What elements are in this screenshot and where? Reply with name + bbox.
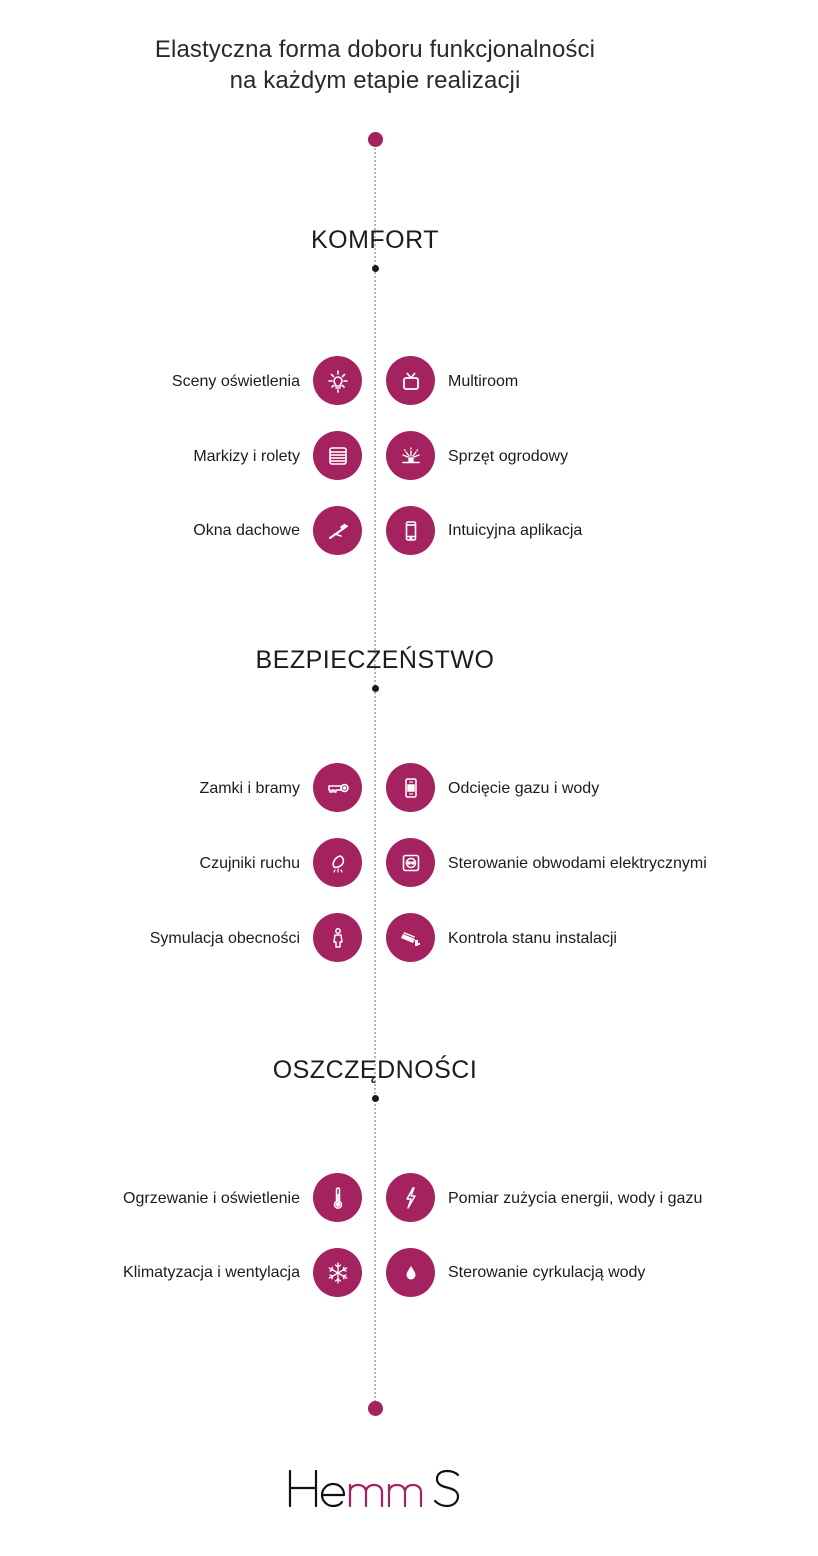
feature-label: Sterowanie cyrkulacją wody [448,1264,646,1281]
person-icon [313,913,362,962]
feature-label: Klimatyzacja i wentylacja [123,1264,300,1281]
hemms-logo [288,1466,463,1510]
feature-label: Ogrzewanie i oświetlenie [123,1190,300,1207]
feature-label: Czujniki ruchu [199,855,300,872]
timeline-line [374,140,376,1410]
socket-icon [386,838,435,887]
section-dot [372,1095,379,1102]
headline [0,34,750,96]
headline-line-2: na każdym etapie realizacji [229,67,521,94]
snowflake-icon [313,1248,362,1297]
feature-label: Sceny oświetlenia [171,373,300,390]
feature-label: Kontrola stanu instalacji [448,930,617,947]
section-dot [372,265,379,272]
feature-label: Multiroom [448,373,519,390]
feature-label: Sprzęt ogrodowy [448,448,569,465]
blinds-icon [313,431,362,480]
smartphone-icon [386,506,435,555]
timeline-end-dot [368,1401,383,1416]
feature-label: Markizy i rolety [193,448,300,465]
water-drop-icon [386,1248,435,1297]
valve-switch-icon [386,763,435,812]
feature-label: Zamki i bramy [199,780,300,797]
feature-label: Sterowanie obwodami elektrycznymi [448,855,707,872]
camera-icon [386,913,435,962]
roof-window-icon [313,506,362,555]
headline-line-1: Elastyczna forma doboru funkcjonalności [154,36,596,63]
sprinkler-icon [386,431,435,480]
key-icon [313,763,362,812]
feature-label: Intuicyjna aplikacja [448,522,583,539]
section-title-oszczednosci: OSZCZĘDNOŚCI [272,1056,478,1084]
thermometer-icon [313,1173,362,1222]
feature-label: Odcięcie gazu i wody [448,780,600,797]
section-title-bezpieczenstwo: BEZPIECZEŃSTWO [255,646,495,674]
tv-icon [386,356,435,405]
section-title-komfort: KOMFORT [310,226,440,254]
feature-label: Pomiar zużycia energii, wody i gazu [448,1190,703,1207]
light-bulb-icon [313,356,362,405]
feature-label: Okna dachowe [193,522,300,539]
lightning-icon [386,1173,435,1222]
motion-sensor-icon [313,838,362,887]
timeline-start-dot [368,132,383,147]
feature-label: Symulacja obecności [149,930,300,947]
section-dot [372,685,379,692]
